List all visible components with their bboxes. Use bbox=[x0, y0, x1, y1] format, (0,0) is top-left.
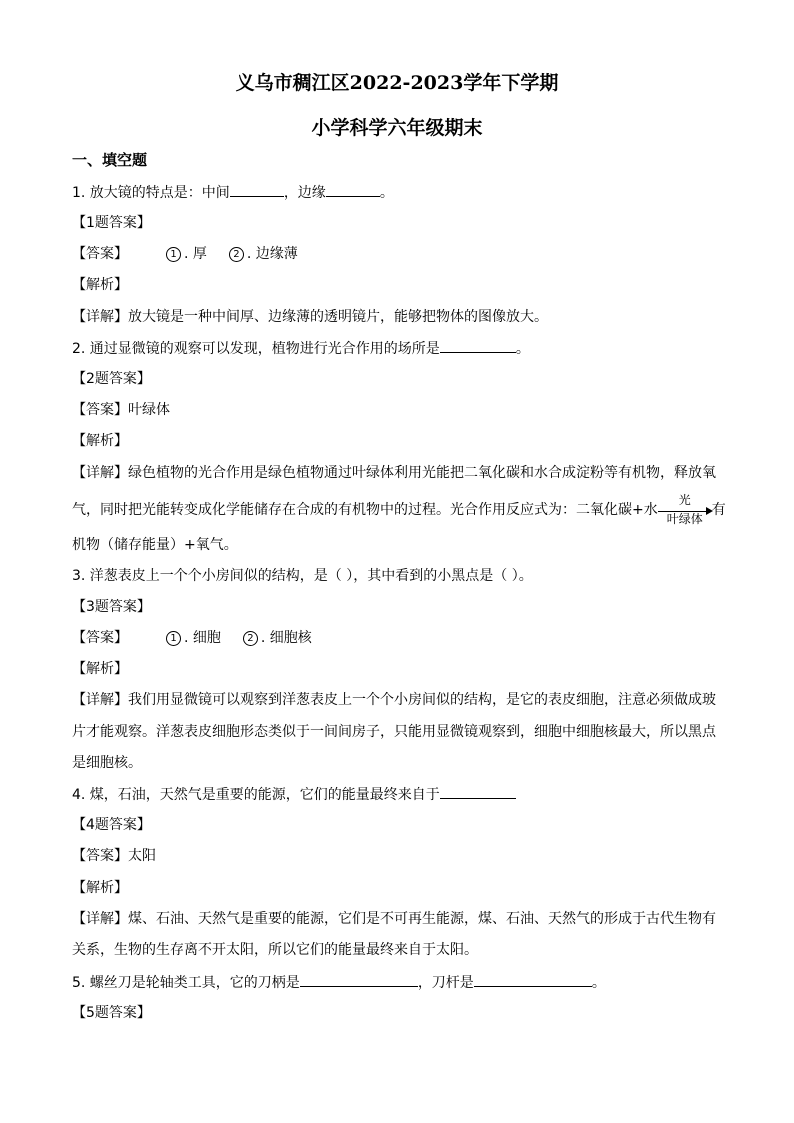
answer-line bbox=[72, 244, 722, 264]
detail-line: 关系，生物的生存离不开太阳，所以它们的能量最终来自于太阳。 bbox=[72, 942, 478, 958]
detail-line: 片才能观察。洋葱表皮细胞形态类似于一间间房子，只能用显微镜观察到，细胞中细胞核最大，所以黑点 bbox=[72, 724, 716, 740]
detail-text: 煤、石油、天然气是重要的能源，它们是不可再生能源，煤、石油、天然气的形成于古代生物有 bbox=[128, 911, 716, 927]
circled-number: 1 bbox=[166, 247, 181, 262]
detail-label: 【详解】 bbox=[72, 911, 128, 927]
question-text: 。 bbox=[379, 185, 394, 201]
answer-blank bbox=[326, 182, 380, 197]
answer-header: 【2题答案】 bbox=[72, 371, 151, 387]
question-text: 5. 螺丝刀是轮轴类工具，它的刀柄是 bbox=[72, 975, 300, 991]
question-text: ，边缘 bbox=[283, 185, 326, 201]
circled-number: 1 bbox=[166, 631, 181, 646]
answer-blank bbox=[440, 784, 516, 799]
answer-item bbox=[243, 628, 312, 648]
analysis-label: 【解析】 bbox=[72, 661, 128, 677]
detail-text: 绿色植物的光合作用是绿色植物通过叶绿体利用光能把二氧化碳和水合成淀粉等有机物，释放氧 bbox=[128, 465, 716, 481]
detail-line: 是细胞核。 bbox=[72, 755, 142, 771]
answer-line bbox=[72, 846, 722, 866]
answer-header: 【5题答案】 bbox=[72, 1005, 151, 1021]
answer-item bbox=[166, 244, 207, 264]
detail-text: 我们用显微镜可以观察到洋葱表皮上一个个小房间似的结构，是它的表皮细胞，注意必须做成玻 bbox=[128, 692, 716, 708]
question-2 bbox=[72, 338, 722, 359]
answer-label: 【答案】 bbox=[72, 246, 128, 262]
detail-line bbox=[72, 690, 722, 710]
detail-line bbox=[72, 463, 722, 483]
answer-item bbox=[166, 628, 221, 648]
answer-label: 【答案】 bbox=[72, 402, 128, 418]
question-text: 1. 放大镜的特点是：中间 bbox=[72, 185, 230, 201]
answer-label: 【答案】 bbox=[72, 848, 128, 864]
detail-line bbox=[72, 493, 726, 526]
detail-label: 【详解】 bbox=[72, 465, 128, 481]
answer-header: 【3题答案】 bbox=[72, 599, 151, 615]
answer-header: 【1题答案】 bbox=[72, 215, 151, 231]
answer-blank bbox=[440, 338, 516, 353]
reaction-site: 叶绿体 bbox=[666, 512, 703, 526]
detail-text: 放大镜是一种中间厚、边缘薄的透明镜片，能够把物体的图像放大。 bbox=[128, 309, 548, 325]
detail-line bbox=[72, 909, 722, 929]
detail-text: 有 bbox=[711, 502, 726, 518]
reaction-arrow bbox=[658, 493, 712, 526]
reaction-condition: 光 bbox=[678, 493, 691, 507]
detail-line: 机物（储存能量）+氧气。 bbox=[72, 537, 238, 553]
question-text: 2. 通过显微镜的观察可以发现，植物进行光合作用的场所是 bbox=[72, 341, 440, 357]
question-3: 3. 洋葱表皮上一个个小房间似的结构，是（ ），其中看到的小黑点是（ ）。 bbox=[72, 568, 533, 584]
question-text: 。 bbox=[591, 975, 606, 991]
question-5 bbox=[72, 972, 722, 993]
analysis-label: 【解析】 bbox=[72, 880, 128, 896]
doc-subtitle: 小学科学六年级期末 bbox=[311, 117, 483, 139]
answer-blank bbox=[230, 182, 284, 197]
detail-label: 【详解】 bbox=[72, 692, 128, 708]
answer-label: 【答案】 bbox=[72, 630, 128, 646]
answer-text: . 厚 bbox=[184, 246, 207, 262]
answer-header: 【4题答案】 bbox=[72, 817, 151, 833]
doc-title: 义乌市稠江区2022-2023学年下学期 bbox=[235, 72, 559, 94]
answer-blank bbox=[300, 972, 418, 987]
answer-blank bbox=[474, 972, 592, 987]
answer-text: . 细胞核 bbox=[260, 630, 312, 646]
answer-text: 太阳 bbox=[128, 848, 156, 864]
question-4 bbox=[72, 784, 722, 805]
answer-line bbox=[72, 400, 722, 420]
detail-text: 气，同时把光能转变成化学能储存在合成的有机物中的过程。光合作用反应式为：二氧化碳+水 bbox=[72, 502, 658, 518]
answer-text: . 边缘薄 bbox=[246, 246, 298, 262]
answer-text: . 细胞 bbox=[184, 630, 221, 646]
question-text: 。 bbox=[515, 341, 530, 357]
detail-line bbox=[72, 307, 722, 327]
circled-number: 2 bbox=[243, 631, 258, 646]
answer-text: 叶绿体 bbox=[128, 402, 170, 418]
question-1 bbox=[72, 182, 722, 203]
detail-label: 【详解】 bbox=[72, 309, 128, 325]
analysis-label: 【解析】 bbox=[72, 277, 128, 293]
question-text: 4. 煤，石油，天然气是重要的能源，它们的能量最终来自于 bbox=[72, 787, 440, 803]
analysis-label: 【解析】 bbox=[72, 433, 128, 449]
circled-number: 2 bbox=[229, 247, 244, 262]
question-text: ，刀杆是 bbox=[417, 975, 474, 991]
section-heading: 一、填空题 bbox=[72, 151, 148, 169]
answer-line bbox=[72, 628, 722, 648]
answer-item bbox=[229, 244, 298, 264]
